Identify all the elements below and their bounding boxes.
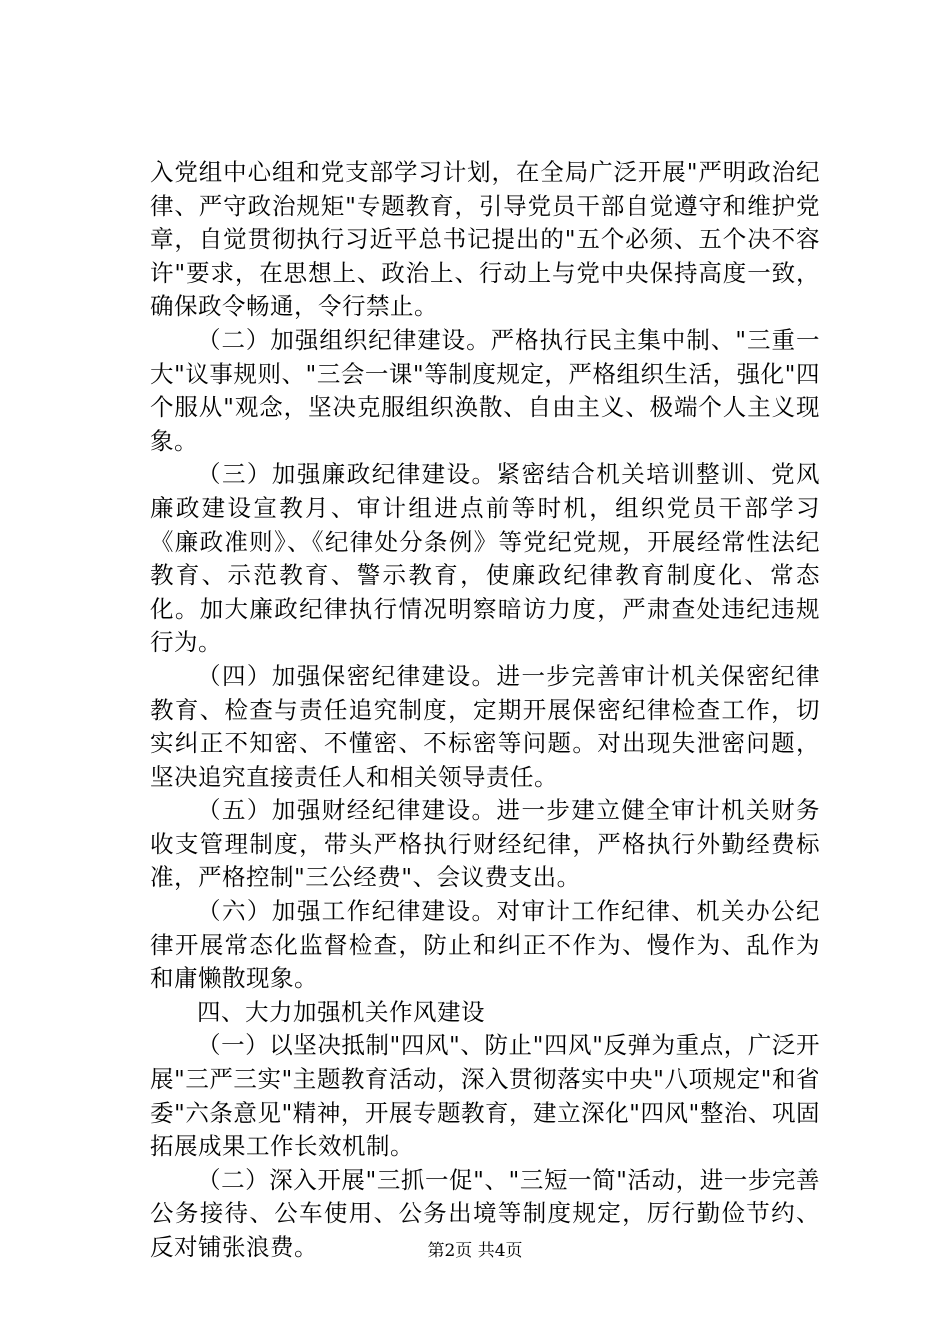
paragraph-7: （一）以坚决抵制"四风"、防止"四风"反弹为重点，广泛开展"三严三实"主题教育活动，深入贯彻落实中央"八项规定"和省委"六条意见"精神，开展专题教育，建立深化"四风"整治、巩固拓展成果工作长效机制。 <box>150 1031 820 1161</box>
page-footer: 第2页 共4页 <box>427 1241 523 1261</box>
paragraph-6: （六）加强工作纪律建设。对审计工作纪律、机关办公纪律开展常态化监督检查，防止和纠正不作为、慢作为、乱作为和庸懒散现象。 <box>150 897 820 993</box>
document-body <box>150 156 820 1265</box>
paragraph-1: 入党组中心组和党支部学习计划，在全局广泛开展"严明政治纪律、严守政治规矩"专题教育，引导党员干部自觉遵守和维护党章，自觉贯彻执行习近平总书记提出的"五个必须、五个决不容许"要求，在思想上、政治上、行动上与党中央保持高度一致，确保政令畅通，令行禁止。 <box>150 158 820 321</box>
paragraph-2: （二）加强组织纪律建设。严格执行民主集中制、"三重一大"议事规则、"三会一课"等制度规定，严格组织生活，强化"四个服从"观念，坚决克服组织涣散、自由主义、极端个人主义现象。 <box>150 325 820 455</box>
paragraph-4: （四）加强保密纪律建设。进一步完善审计机关保密纪律教育、检查与责任追究制度，定期开展保密纪律检查工作，切实纠正不知密、不懂密、不标密等问题。对出现失泄密问题，坚决追究直接责任人和相关领导责任。 <box>150 661 820 791</box>
paragraph-5: （五）加强财经纪律建设。进一步建立健全审计机关财务收支管理制度，带头严格执行财经纪律，严格执行外勤经费标准，严格控制"三公经费"、会议费支出。 <box>150 796 820 892</box>
section-heading: 四、大力加强机关作风建设 <box>197 997 485 1026</box>
paragraph-8: （二）深入开展"三抓一促"、"三短一简"活动，进一步完善公务接待、公车使用、公务出境等制度规定，厉行勤俭节约、反对铺张浪费。 <box>150 1165 820 1261</box>
paragraph-3: （三）加强廉政纪律建设。紧密结合机关培训整训、党风廉政建设宣教月、审计组进点前等时机，组织党员干部学习《廉政准则》、《纪律处分条例》等党纪党规，开展经常性法纪教育、示范教育、警示教育，使廉政纪律教育制度化、常态化。加大廉政纪律执行情况明察暗访力度，严肃查处违纪违规行为。 <box>150 460 820 657</box>
